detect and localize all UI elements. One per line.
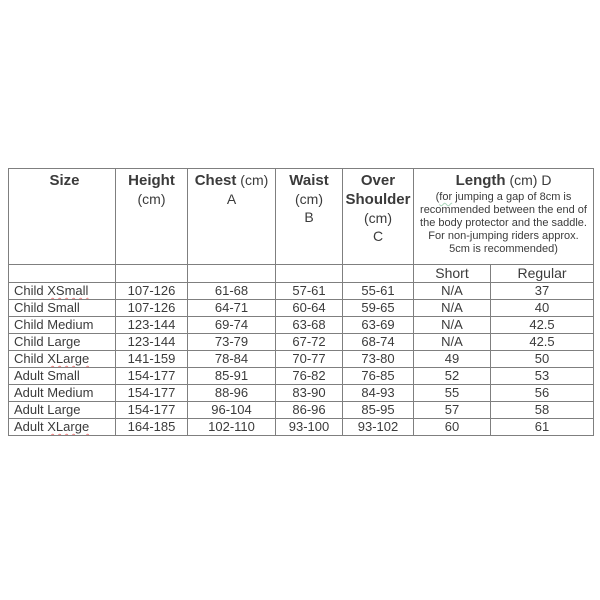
height-cell: 141-159 [116, 351, 188, 368]
height-cell: 154-177 [116, 402, 188, 419]
column-header-over-shoulder [343, 169, 414, 265]
waist-cell: 93-100 [276, 419, 343, 436]
over-shoulder-cell: 76-85 [343, 368, 414, 385]
waist-cell: 67-72 [276, 334, 343, 351]
length-short-cell: N/A [414, 317, 491, 334]
size-cell: Child Large [9, 334, 116, 351]
waist-cell: 76-82 [276, 368, 343, 385]
waist-cell: 57-61 [276, 283, 343, 300]
chest-cell: 78-84 [188, 351, 276, 368]
height-header-unit: (cm) [137, 191, 166, 207]
size-chart-table [8, 168, 594, 436]
column-header-waist [276, 169, 343, 265]
length-header-label: Length [455, 172, 506, 189]
length-short-cell: 52 [414, 368, 491, 385]
waist-header-unit: (cm) [295, 191, 323, 207]
chest-cell: 69-74 [188, 317, 276, 334]
waist-cell: 60-64 [276, 300, 343, 317]
over-shoulder-cell: 73-80 [343, 351, 414, 368]
table-row [9, 283, 594, 300]
length-regular-cell: 42.5 [491, 317, 594, 334]
over-shoulder-cell: 85-95 [343, 402, 414, 419]
length-short-cell: 49 [414, 351, 491, 368]
subheader-empty-chest [188, 265, 276, 283]
over-shoulder-cell: 59-65 [343, 300, 414, 317]
size-cell: Adult Medium [9, 385, 116, 402]
subheader-empty-size [9, 265, 116, 283]
length-header-unit: (cm) D [505, 172, 552, 188]
chest-cell: 85-91 [188, 368, 276, 385]
table-row [9, 402, 594, 419]
table-row [9, 334, 594, 351]
length-regular-cell: 58 [491, 402, 594, 419]
table-row [9, 317, 594, 334]
over-shoulder-cell: 84-93 [343, 385, 414, 402]
header-row [9, 169, 594, 265]
chest-header-letter: A [226, 191, 237, 207]
length-header-note: (for jumping a gap of 8cm is recommended between the end of the body protector and the saddle. For non-jumping riders approx. 5cm is recommended) [420, 191, 587, 255]
over-shoulder-cell: 63-69 [343, 317, 414, 334]
size-cell: Adult Large [9, 402, 116, 419]
length-regular-cell: 40 [491, 300, 594, 317]
size-cell: Child XLarge [9, 351, 116, 368]
size-cell: Child Medium [9, 317, 116, 334]
over-shoulder-cell: 55-61 [343, 283, 414, 300]
size-cell: Child XSmall [9, 283, 116, 300]
length-short-cell: 57 [414, 402, 491, 419]
height-header-label: Height [128, 172, 175, 189]
length-regular-cell: 50 [491, 351, 594, 368]
size-header-label: Size [49, 172, 80, 189]
height-cell: 164-185 [116, 419, 188, 436]
spellcheck-marked-word: XSmall [47, 283, 89, 298]
length-short-cell: N/A [414, 283, 491, 300]
size-cell: Adult Small [9, 368, 116, 385]
table-row [9, 419, 594, 436]
length-regular-cell: 37 [491, 283, 594, 300]
height-cell: 154-177 [116, 368, 188, 385]
column-header-length [414, 169, 594, 265]
over-shoulder-header-line2: Shoulder [345, 191, 411, 208]
height-cell: 123-144 [116, 334, 188, 351]
table-body [9, 283, 594, 436]
subheader-short: Short [414, 265, 491, 283]
length-short-cell: N/A [414, 334, 491, 351]
column-header-size [9, 169, 116, 265]
waist-header-letter: B [304, 209, 314, 225]
chest-cell: 88-96 [188, 385, 276, 402]
chest-header-unit: (cm) [236, 172, 269, 188]
chest-header-label: Chest [194, 172, 237, 189]
length-regular-cell: 42.5 [491, 334, 594, 351]
length-regular-cell: 61 [491, 419, 594, 436]
size-cell: Child Small [9, 300, 116, 317]
grammar-marked-word: for [439, 191, 453, 203]
length-short-cell: 60 [414, 419, 491, 436]
over-shoulder-header-line1: Over [360, 172, 396, 189]
table-row [9, 351, 594, 368]
height-cell: 154-177 [116, 385, 188, 402]
over-shoulder-header-letter: C [372, 228, 384, 244]
length-short-cell: N/A [414, 300, 491, 317]
table-row [9, 385, 594, 402]
table-row [9, 368, 594, 385]
table-row [9, 300, 594, 317]
waist-header-label: Waist [289, 172, 329, 189]
height-cell: 107-126 [116, 300, 188, 317]
waist-cell: 83-90 [276, 385, 343, 402]
over-shoulder-header-unit: (cm) [364, 210, 392, 226]
length-regular-cell: 56 [491, 385, 594, 402]
waist-cell: 63-68 [276, 317, 343, 334]
column-header-height [116, 169, 188, 265]
subheader-empty-height [116, 265, 188, 283]
chest-cell: 96-104 [188, 402, 276, 419]
height-cell: 107-126 [116, 283, 188, 300]
over-shoulder-cell: 93-102 [343, 419, 414, 436]
chest-cell: 73-79 [188, 334, 276, 351]
length-short-cell: 55 [414, 385, 491, 402]
chest-cell: 64-71 [188, 300, 276, 317]
size-cell: Adult XLarge [9, 419, 116, 436]
chest-cell: 61-68 [188, 283, 276, 300]
over-shoulder-cell: 68-74 [343, 334, 414, 351]
spellcheck-marked-word: XLarge [47, 351, 90, 366]
column-header-chest [188, 169, 276, 265]
waist-cell: 86-96 [276, 402, 343, 419]
length-regular-cell: 53 [491, 368, 594, 385]
subheader-empty-waist [276, 265, 343, 283]
height-cell: 123-144 [116, 317, 188, 334]
subheader-row [9, 265, 594, 283]
waist-cell: 70-77 [276, 351, 343, 368]
spellcheck-marked-word: XLarge [47, 419, 90, 434]
chest-cell: 102-110 [188, 419, 276, 436]
subheader-regular: Regular [491, 265, 594, 283]
subheader-empty-over-shoulder [343, 265, 414, 283]
